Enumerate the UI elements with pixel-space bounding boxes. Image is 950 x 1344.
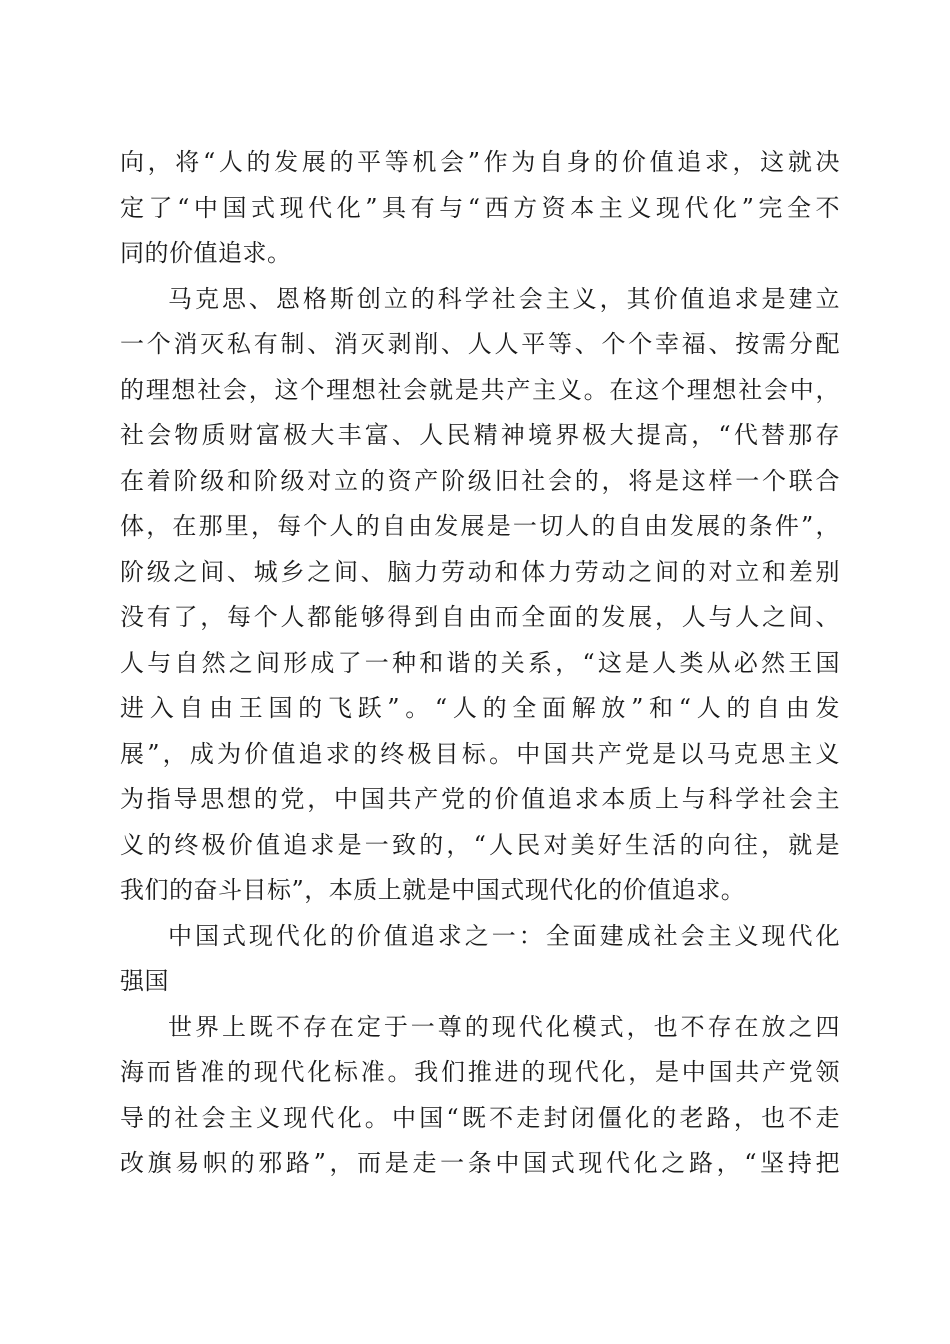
text-line: 体，在那里，每个人的自由发展是一切人的自由发展的条件”， xyxy=(120,512,840,540)
section-heading xyxy=(120,914,840,1005)
text-line: 向，将“人的发展的平等机会”作为自身的价值追求，这就决 xyxy=(120,148,840,176)
text-line: 为指导思想的党，中国共产党的价值追求本质上与科学社会主 xyxy=(120,785,840,813)
text-line: 社会物质财富极大丰富、人民精神境界极大提高，“代替那存 xyxy=(120,421,840,449)
text-line: 没有了，每个人都能够得到自由而全面的发展，人与人之间、 xyxy=(120,603,840,631)
text-line: 改旗易帜的邪路”，而是走一条中国式现代化之路，“坚持把 xyxy=(120,1149,840,1177)
text-line: 义的终极价值追求是一致的，“人民对美好生活的向往，就是 xyxy=(120,830,840,859)
heading-line: 强国 xyxy=(120,967,169,995)
text-line: 的理想社会，这个理想社会就是共产主义。在这个理想社会中， xyxy=(120,375,840,404)
text-line: 世界上既不存在定于一尊的现代化模式，也不存在放之四 xyxy=(168,1012,840,1041)
document-body xyxy=(120,140,840,1187)
paragraph-1 xyxy=(120,140,840,277)
heading-line: 中国式现代化的价值追求之一：全面建成社会主义现代化 xyxy=(168,921,840,950)
text-line: 定了“中国式现代化”具有与“西方资本主义现代化”完全不 xyxy=(120,193,840,222)
paragraph-2 xyxy=(120,277,840,914)
text-line: 海而皆准的现代化标准。我们推进的现代化，是中国共产党领 xyxy=(120,1058,840,1086)
text-line: 马克思、恩格斯创立的科学社会主义，其价值追求是建立 xyxy=(168,284,840,313)
paragraph-4 xyxy=(120,1005,840,1187)
text-line: 展”，成为价值追求的终极目标。中国共产党是以马克思主义 xyxy=(120,739,840,768)
text-line: 阶级之间、城乡之间、脑力劳动和体力劳动之间的对立和差别 xyxy=(120,557,840,586)
text-line: 一个消灭私有制、消灭剥削、人人平等、个个幸福、按需分配 xyxy=(120,330,840,358)
text-line: 在着阶级和阶级对立的资产阶级旧社会的，将是这样一个联合 xyxy=(120,466,840,495)
text-line: 同的价值追求。 xyxy=(120,239,292,267)
text-line: 我们的奋斗目标”，本质上就是中国式现代化的价值追求。 xyxy=(120,876,746,904)
text-line: 人与自然之间形成了一种和谐的关系，“这是人类从必然王国 xyxy=(120,648,840,677)
text-line: 导的社会主义现代化。中国“既不走封闭僵化的老路，也不走 xyxy=(120,1103,840,1132)
text-line: 进入自由王国的飞跃”。“人的全面解放”和“人的自由发 xyxy=(120,694,840,722)
